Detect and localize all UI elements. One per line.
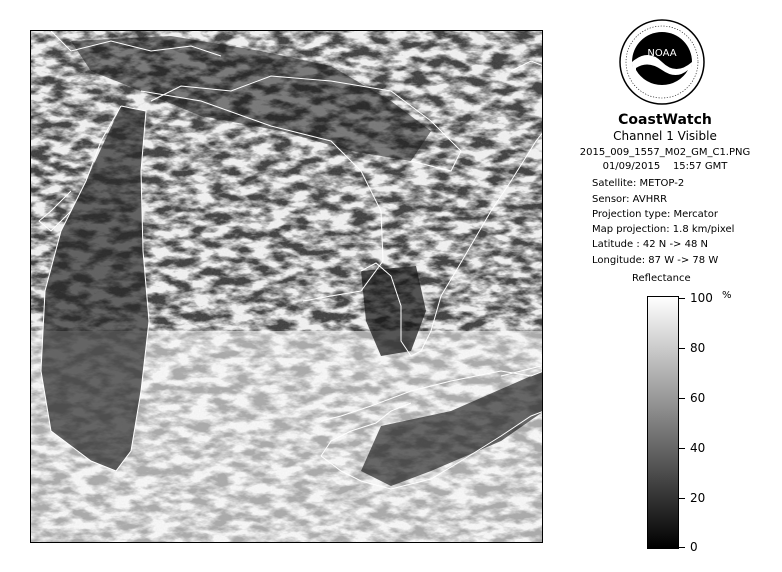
satellite-label: Satellite: METOP-2 — [592, 178, 685, 189]
title: CoastWatch — [618, 112, 712, 128]
filename: 2015_009_1557_M02_GM_C1.PNG — [579, 147, 751, 158]
satellite-image — [30, 30, 543, 543]
colorbar-tick — [679, 448, 685, 449]
noaa-logo-icon — [618, 18, 706, 106]
colorbar-tick-label: 80 — [690, 341, 706, 355]
datetime — [560, 160, 770, 173]
satellite-great-lakes-image — [31, 31, 543, 543]
colorbar-tick — [679, 547, 685, 548]
projection-label: Projection type: Mercator — [592, 209, 718, 220]
sensor-label: Sensor: AVHRR — [592, 194, 668, 205]
colorbar-tick — [679, 348, 685, 349]
reflectance-colorbar — [647, 296, 679, 549]
colorbar-tick-label: 40 — [690, 441, 706, 455]
noaa-logo — [618, 18, 706, 106]
colorbar-tick-label: 100 — [690, 291, 713, 305]
map-projection-label: Map projection: 1.8 km/pixel — [592, 224, 735, 235]
logo-text: NOAA — [647, 48, 677, 59]
colorbar-tick-label: 60 — [690, 391, 706, 405]
colorbar-tick-label: 20 — [690, 491, 706, 505]
colorbar-unit: % — [722, 290, 732, 301]
time: 15:57 GMT — [672, 161, 728, 172]
date: 01/09/2015 — [602, 161, 661, 172]
colorbar-tick — [679, 298, 685, 299]
colorbar-tick — [679, 398, 685, 399]
colorbar-tick — [679, 498, 685, 499]
latitude-label: Latitude : 42 N -> 48 N — [592, 239, 708, 250]
longitude-label: Longitude: 87 W -> 78 W — [592, 255, 719, 266]
channel-subtitle: Channel 1 Visible — [613, 129, 717, 143]
colorbar-tick-label: 0 — [690, 540, 698, 554]
reflectance-label: Reflectance — [632, 273, 691, 284]
